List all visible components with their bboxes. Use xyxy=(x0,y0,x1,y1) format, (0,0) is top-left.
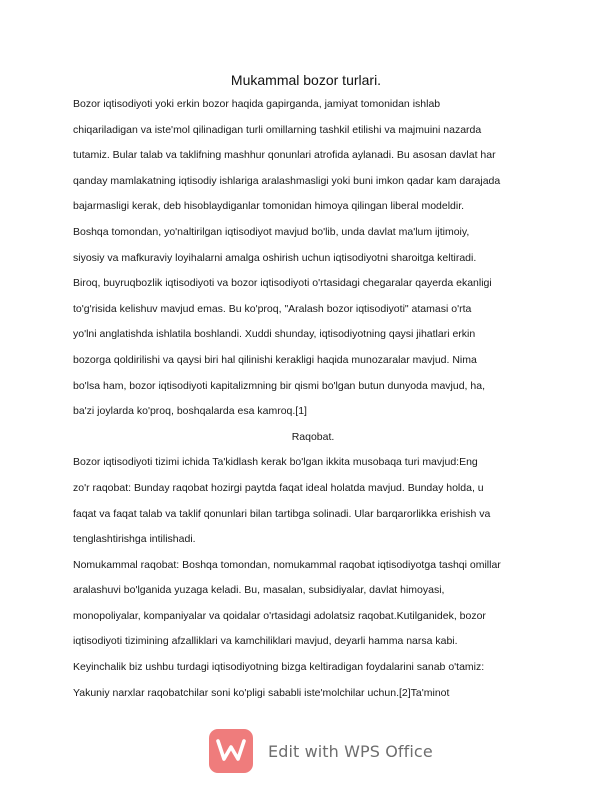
text-line: Biroq, buyruqbozlik iqtisodiyoti va bozor iqtisodiyoti o'rtasidagi chegaralar qayerda ekanligi xyxy=(73,277,492,290)
text-line: faqat va faqat talab va taklif qonunlari bilan tartibga solinadi. Ular barqarorlikka erishish va xyxy=(73,507,491,520)
document-body xyxy=(73,95,553,709)
text-line: to'g'risida kelishuv mavjud emas. Bu ko'proq, "Aralash bozor iqtisodiyoti" atamasi o'rta xyxy=(73,302,472,315)
text-line: tenglashtirishga intilishadi. xyxy=(73,533,196,546)
text-line: qanday mamlakatning iqtisodiy ishlariga aralashmasligi yoki buni imkon qadar kam darajada xyxy=(73,174,501,187)
text-line: zo'r raqobat: Bunday raqobat hozirgi paytda faqat ideal holatda mavjud. Bunday holda, u xyxy=(73,481,484,494)
text-line: Nomukammal raqobat: Boshqa tomondan, nomukammal raqobat iqtisodiyotga tashqi omillar xyxy=(73,558,501,571)
text-line: ba'zi joylarda ko'proq, boshqalarda esa kamroq.[1] xyxy=(73,405,307,418)
text-line: aralashuvi bo'lganida yuzaga keladi. Bu, masalan, subsidiyalar, davlat himoyasi, xyxy=(73,584,445,597)
text-line: Keyinchalik biz ushbu turdagi iqtisodiyotning bizga keltiradigan foydalarini sanab o'tamiz: xyxy=(73,661,485,674)
text-line: Yakuniy narxlar raqobatchilar soni ko'pligi sababli iste'molchilar uchun.[2]Ta'minot xyxy=(73,686,450,699)
text-line: Boshqa tomondan, yo'naltirilgan iqtisodiyot mavjud bo'lib, unda davlat ma'lum ijtimoiy, xyxy=(73,225,470,238)
section-heading: Raqobat. xyxy=(291,430,335,443)
text-line: tutamiz. Bular talab va taklifning mashhur qonunlari atrofida aylanadi. Bu asosan davlat har xyxy=(73,149,496,162)
text-line: bo'lsa ham, bozor iqtisodiyoti kapitalizmning bir qismi bo'lgan butun dunyoda mavjud, ha, xyxy=(73,379,485,392)
text-line: chiqariladigan va iste'mol qilinadigan turli omillarning tashkil etilishi va majmuini nazarda xyxy=(73,123,482,136)
text-line: yo'lni anglatishda ishlatila boshlandi. Xuddi shunday, iqtisodiyotning qaysi jihatlari erkin xyxy=(73,328,476,341)
text-line: bajarmasligi kerak, deb hisoblaydiganlar tomonidan himoya qilingan liberal modeldir. xyxy=(73,200,465,213)
text-line: siyosiy va mafkuraviy loyihalarni amalga oshirish uchun iqtisodiyotni sharoitga keltiradi. xyxy=(73,251,477,264)
wps-watermark-label: Edit with WPS Office xyxy=(268,741,433,761)
wps-logo-icon xyxy=(209,729,253,773)
text-line: monopoliyalar, kompaniyalar va qoidalar o'rtasidagi adolatsiz raqobat.Kutilganidek, bozor xyxy=(73,609,486,622)
text-line: bozorga qoldirilishi va qaysi biri hal qilinishi kerakligi haqida munozaralar mavjud. Nima xyxy=(73,353,477,366)
text-line: Bozor iqtisodiyoti tizimi ichida Ta'kidlash kerak bo'lgan ikkita musobaqa turi mavjud:Eng xyxy=(73,456,478,469)
wps-watermark[interactable] xyxy=(209,728,433,774)
text-line: iqtisodiyoti tizimining afzalliklari va kamchiliklari mavjud, deyarli hamma narsa kabi. xyxy=(73,635,458,648)
page-title: Mukammal bozor turlari. xyxy=(230,72,382,88)
text-line: Bozor iqtisodiyoti yoki erkin bozor haqida gapirganda, jamiyat tomonidan ishlab xyxy=(73,98,441,110)
